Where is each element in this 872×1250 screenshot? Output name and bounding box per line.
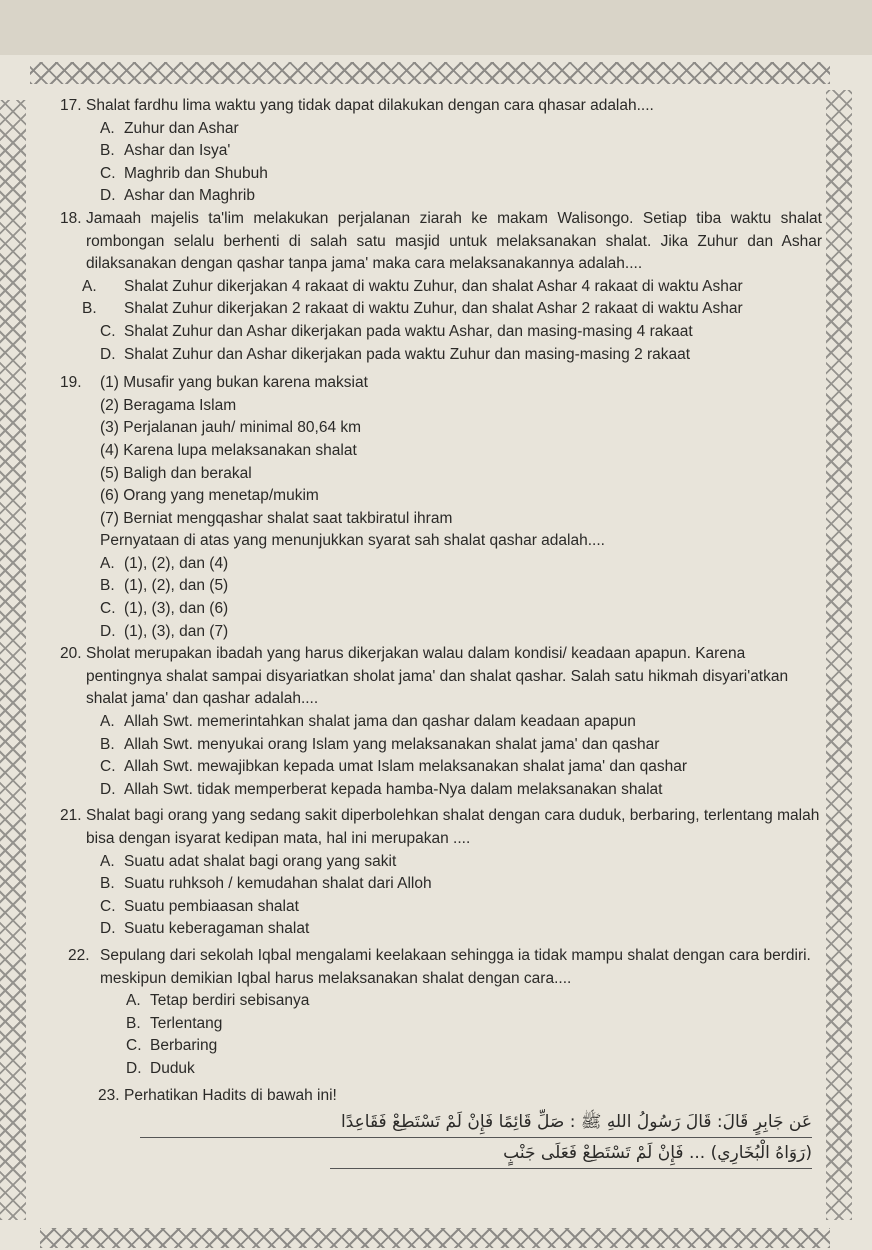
option-b: B. Shalat Zuhur dikerjakan 2 rakaat di waktu Zuhur, dan shalat Ashar 2 rakaat di waktu Ashar: [82, 300, 743, 318]
question-number: 21.: [60, 807, 82, 825]
question-number: 18.: [60, 209, 82, 227]
option-a: A. Zuhur dan Ashar: [100, 119, 239, 137]
option-b: B. Ashar dan Isya': [100, 142, 231, 160]
decorative-border-right: [826, 90, 852, 1220]
question-stem: Sepulang dari sekolah Iqbal mengalami keelakaan sehingga ia tidak mampu shalat dengan cara berdiri. meskipun demikian Iqbal harus melaksanakan shalat dengan cara....: [100, 946, 811, 987]
decorative-border-bottom: [40, 1228, 830, 1248]
option-c: C. Allah Swt. mewajibkan kepada umat Islam melaksanakan shalat jama' dan qashar: [100, 758, 687, 776]
statement-5: (5) Baligh dan berakal: [100, 464, 252, 482]
question-number: 17.: [60, 97, 82, 114]
statement-7: (7) Berniat mengqashar shalat saat takbiratul ihram: [100, 509, 453, 527]
statement-1: (1) Musafir yang bukan karena maksiat: [100, 374, 368, 392]
question-17: [60, 95, 822, 208]
question-number: 19.: [60, 374, 82, 392]
statement-3: (3) Perjalanan jauh/ minimal 80,64 km: [100, 419, 362, 437]
question-stem: Shalat bagi orang yang sedang sakit diperbolehkan shalat dengan cara duduk, berbaring, terlentang malah bisa dengan isyarat kedipan mata, hal ini merupakan ....: [86, 807, 820, 847]
option-d: D. Duduk: [126, 1059, 195, 1077]
question-stem: Sholat merupakan ibadah yang harus dikerjakan walau dalam kondisi/ keadaan apapun. Karena pentingnya shalat sampai disyariatkan sholat jama' dan shalat qashar. Salah satu hikmah disyari'atkan shalat jama' dan qashar adalah....: [86, 645, 789, 708]
decorative-border-top: [30, 62, 830, 84]
question-number: 22.: [68, 946, 90, 964]
option-d: D. Suatu keberagaman shalat: [100, 920, 310, 938]
option-d: D. (1), (3), dan (7): [100, 622, 229, 640]
question-22: [60, 945, 822, 1081]
decorative-border-left: [0, 100, 26, 1220]
option-c: C. Shalat Zuhur dan Ashar dikerjakan pada waktu Ashar, dan masing-masing 4 rakaat: [100, 322, 693, 340]
question-stem: Pernyataan di atas yang menunjukkan syarat sah shalat qashar adalah....: [100, 532, 605, 550]
hadith-arabic-line-1: عَن جَابِرٍ قَالَ: قَالَ رَسُولُ اللهِ ﷺ : صَلِّ قَائِمًا فَإِنْ لَمْ تَسْتَطِعْ فَقَاعِدًا: [140, 1107, 812, 1138]
option-d: D. Allah Swt. tidak memperberat kepada hamba-Nya dalam melaksanakan shalat: [100, 780, 663, 798]
option-c: C. Suatu pembiaasan shalat: [100, 897, 299, 915]
question-list: [60, 95, 822, 1169]
statement-4: (4) Karena lupa melaksanakan shalat: [100, 441, 357, 459]
statement-6: (6) Orang yang menetap/mukim: [100, 487, 319, 505]
question-19: [60, 372, 822, 643]
option-d: D. Ashar dan Maghrib: [100, 187, 255, 205]
question-stem: Perhatikan Hadits di bawah ini!: [124, 1086, 337, 1104]
question-20: [60, 643, 822, 801]
option-c: C. Berbaring: [126, 1037, 218, 1055]
option-b: B. Suatu ruhksoh / kemudahan shalat dari Alloh: [100, 875, 432, 893]
statement-2: (2) Beragama Islam: [100, 396, 237, 414]
option-b: B. Terlentang: [126, 1014, 223, 1032]
option-a: A. Shalat Zuhur dikerjakan 4 rakaat di waktu Zuhur, dan shalat Ashar 4 rakaat di waktu Ashar: [82, 277, 743, 295]
option-a: A. Allah Swt. memerintahkan shalat jama dan qashar dalam keadaan apapun: [100, 713, 636, 731]
question-stem: Jamaah majelis ta'lim melakukan perjalanan ziarah ke makam Walisongo. Setiap tiba waktu shalat rombongan selalu berhenti di salah satu masjid untuk melaksanakan shalat. Jika Zuhur dan Ashar dilaksanakan dengan qashar tanpa jama' maka cara melaksanakannya adalah....: [86, 209, 822, 273]
option-b: B. (1), (2), dan (5): [100, 577, 229, 595]
question-18: [60, 208, 822, 366]
hadith-arabic-line-2: (رَوَاهُ الْبُخَارِي) ... فَإِنْ لَمْ تَسْتَطِعْ فَعَلَى جَنْبٍ: [330, 1138, 812, 1169]
question-number: 20.: [60, 645, 82, 663]
question-23: [60, 1085, 822, 1170]
option-c: C. (1), (3), dan (6): [100, 600, 229, 618]
option-c: C. Maghrib dan Shubuh: [100, 164, 268, 182]
option-a: A. Suatu adat shalat bagi orang yang sakit: [100, 852, 397, 870]
option-a: A. (1), (2), dan (4): [100, 554, 229, 572]
option-b: B. Allah Swt. menyukai orang Islam yang melaksanakan shalat jama' dan qashar: [100, 735, 660, 753]
question-stem: Shalat fardhu lima waktu yang tidak dapat dilakukan dengan cara qhasar adalah....: [86, 97, 654, 114]
option-a: A. Tetap berdiri sebisanya: [126, 992, 310, 1010]
question-number: 23.: [98, 1086, 120, 1104]
option-d: D. Shalat Zuhur dan Ashar dikerjakan pada waktu Zuhur dan masing-masing 2 rakaat: [100, 345, 691, 363]
question-21: [60, 805, 822, 941]
